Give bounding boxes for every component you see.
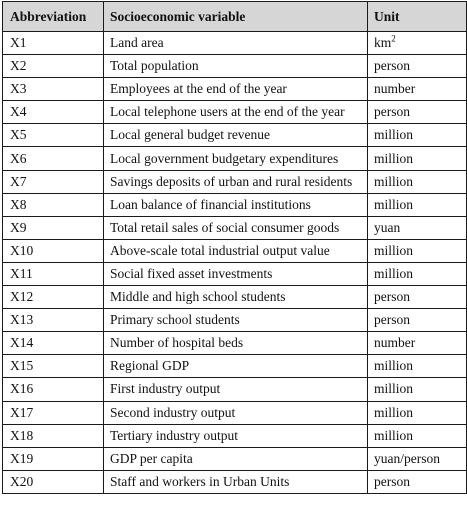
cell-unit: [368, 124, 467, 147]
cell-variable: Employees at the end of the year: [104, 78, 368, 101]
cell-abbreviation: X8: [3, 193, 104, 216]
table-row: [3, 262, 467, 285]
table-row: [3, 78, 467, 101]
unit-text: yuan/person: [374, 450, 440, 466]
cell-abbreviation: X9: [3, 216, 104, 239]
cell-abbreviation: X14: [3, 332, 104, 355]
table-row: [3, 32, 467, 55]
cell-unit: [368, 193, 467, 216]
unit-text: number: [374, 335, 416, 351]
cell-variable: Regional GDP: [104, 355, 368, 378]
table-row: [3, 55, 467, 78]
cell-abbreviation: X6: [3, 147, 104, 170]
cell-unit: [368, 216, 467, 239]
cell-variable: Loan balance of financial institutions: [104, 193, 368, 216]
cell-abbreviation: X12: [3, 286, 104, 309]
unit-text: million: [374, 173, 414, 189]
cell-unit: [368, 332, 467, 355]
unit-text: number: [374, 81, 416, 97]
cell-variable: Local telephone users at the end of the year: [104, 101, 368, 124]
cell-abbreviation: X2: [3, 55, 104, 78]
unit-superscript: 2: [391, 33, 396, 44]
unit-text: million: [374, 242, 414, 258]
cell-unit: [368, 262, 467, 285]
cell-unit: [368, 32, 467, 55]
unit-text: million: [374, 404, 414, 420]
unit-text: million: [374, 150, 414, 166]
cell-unit: [368, 424, 467, 447]
cell-variable: First industry output: [104, 378, 368, 401]
table-row: [3, 401, 467, 424]
cell-abbreviation: X13: [3, 309, 104, 332]
cell-variable: Local government budgetary expenditures: [104, 147, 368, 170]
unit-text: million: [374, 196, 414, 212]
header-abbreviation: Abbreviation: [3, 2, 104, 32]
cell-variable: Middle and high school students: [104, 286, 368, 309]
cell-variable: Above-scale total industrial output value: [104, 239, 368, 262]
cell-variable: Number of hospital beds: [104, 332, 368, 355]
cell-abbreviation: X19: [3, 447, 104, 470]
table-row: [3, 332, 467, 355]
cell-unit: [368, 401, 467, 424]
cell-unit: [368, 309, 467, 332]
header-unit: Unit: [368, 2, 467, 32]
cell-unit: [368, 378, 467, 401]
header-socioeconomic-variable: Socioeconomic variable: [104, 2, 368, 32]
cell-unit: [368, 239, 467, 262]
cell-variable: Savings deposits of urban and rural residents: [104, 170, 368, 193]
cell-abbreviation: X18: [3, 424, 104, 447]
cell-unit: [368, 78, 467, 101]
socioeconomic-variables-table: [2, 1, 467, 494]
cell-variable: Tertiary industry output: [104, 424, 368, 447]
table-row: [3, 216, 467, 239]
table-row: [3, 147, 467, 170]
cell-abbreviation: X10: [3, 239, 104, 262]
unit-text: million: [374, 381, 414, 397]
cell-unit: [368, 101, 467, 124]
cell-abbreviation: X15: [3, 355, 104, 378]
cell-unit: [368, 147, 467, 170]
table-header-row: [3, 2, 467, 32]
table-row: [3, 309, 467, 332]
unit-text: person: [374, 473, 410, 489]
cell-abbreviation: X5: [3, 124, 104, 147]
cell-variable: Land area: [104, 32, 368, 55]
table-row: [3, 378, 467, 401]
cell-abbreviation: X7: [3, 170, 104, 193]
unit-text: person: [374, 312, 410, 328]
cell-variable: Social fixed asset investments: [104, 262, 368, 285]
table-row: [3, 286, 467, 309]
table-row: [3, 124, 467, 147]
cell-variable: Local general budget revenue: [104, 124, 368, 147]
cell-abbreviation: X4: [3, 101, 104, 124]
table-row: [3, 170, 467, 193]
cell-abbreviation: X20: [3, 470, 104, 493]
table-row: [3, 101, 467, 124]
unit-text: person: [374, 289, 410, 305]
unit-text: yuan: [374, 219, 401, 235]
unit-text: million: [374, 127, 414, 143]
cell-variable: Total retail sales of social consumer goods: [104, 216, 368, 239]
cell-abbreviation: X1: [3, 32, 104, 55]
table-row: [3, 447, 467, 470]
cell-unit: [368, 355, 467, 378]
unit-text: km: [374, 35, 392, 51]
cell-unit: [368, 170, 467, 193]
cell-variable: Second industry output: [104, 401, 368, 424]
cell-unit: [368, 286, 467, 309]
cell-abbreviation: X11: [3, 262, 104, 285]
table-row: [3, 193, 467, 216]
cell-unit: [368, 447, 467, 470]
table-row: [3, 470, 467, 493]
table-row: [3, 355, 467, 378]
unit-text: million: [374, 265, 414, 281]
cell-abbreviation: X17: [3, 401, 104, 424]
cell-variable: GDP per capita: [104, 447, 368, 470]
unit-text: person: [374, 58, 410, 74]
unit-text: million: [374, 358, 414, 374]
unit-text: person: [374, 104, 410, 120]
cell-variable: Primary school students: [104, 309, 368, 332]
cell-variable: Staff and workers in Urban Units: [104, 470, 368, 493]
cell-abbreviation: X3: [3, 78, 104, 101]
cell-unit: [368, 55, 467, 78]
unit-text: million: [374, 427, 414, 443]
table-row: [3, 424, 467, 447]
cell-unit: [368, 470, 467, 493]
table-body: [3, 32, 467, 494]
cell-abbreviation: X16: [3, 378, 104, 401]
table-row: [3, 239, 467, 262]
cell-variable: Total population: [104, 55, 368, 78]
